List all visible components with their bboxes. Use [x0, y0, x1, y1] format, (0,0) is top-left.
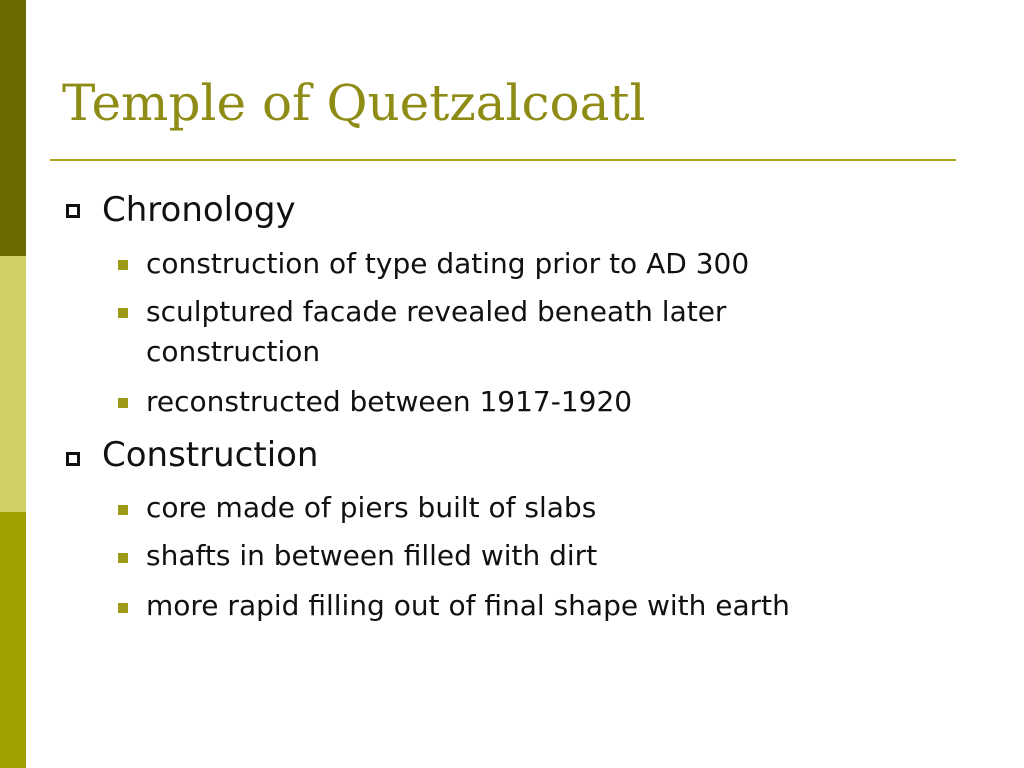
filled-square-icon	[118, 260, 128, 270]
side-bar-middle	[0, 256, 26, 512]
list-item: shafts in between filled with dirt	[146, 539, 598, 572]
hollow-square-icon	[66, 452, 80, 466]
hollow-square-icon	[66, 204, 80, 218]
list-item: core made of piers built of slabs	[146, 491, 597, 524]
slide-title: Temple of Quetzalcoatl	[62, 74, 646, 132]
filled-square-icon	[118, 603, 128, 613]
section-heading: Construction	[102, 435, 319, 475]
filled-square-icon	[118, 553, 128, 563]
section-heading: Chronology	[102, 190, 296, 230]
title-divider	[50, 159, 956, 161]
list-item: reconstructed between 1917-1920	[146, 385, 633, 418]
filled-square-icon	[118, 505, 128, 515]
filled-square-icon	[118, 308, 128, 318]
side-bar-bottom	[0, 512, 26, 768]
list-item: sculptured facade revealed beneath later construction	[146, 295, 727, 368]
list-item: construction of type dating prior to AD 300	[146, 247, 750, 280]
side-bar-top	[0, 0, 26, 256]
filled-square-icon	[118, 398, 128, 408]
list-item: more rapid filling out of final shape with earth	[146, 589, 790, 622]
